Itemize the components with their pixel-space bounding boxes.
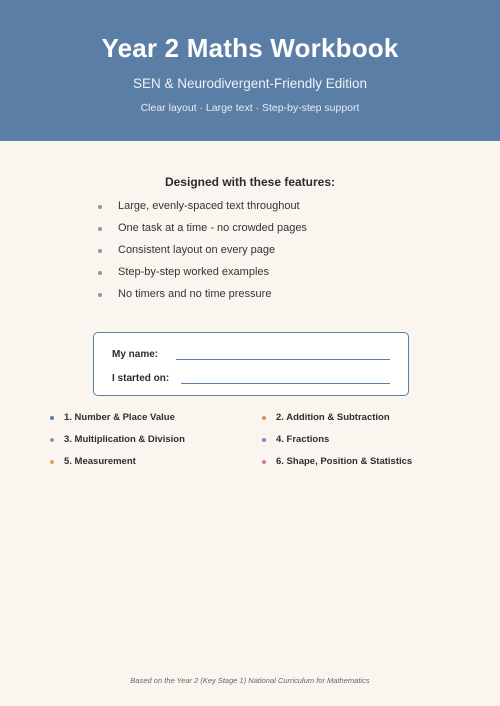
feature-item-label: Large, evenly-spaced text throughout [118, 200, 300, 212]
topic-label: 6. Shape, Position & Statistics [276, 456, 413, 467]
bullet-icon [98, 249, 102, 253]
topic-label: 4. Fractions [276, 434, 330, 445]
bullet-icon [50, 460, 54, 464]
name-field[interactable] [176, 359, 390, 360]
feature-tagline: Clear layout · Large text · Step-by-step support [140, 102, 360, 114]
bullet-icon [262, 416, 266, 420]
topic-item [276, 412, 390, 423]
topic-item [64, 456, 136, 467]
topic-label: 1. Number & Place Value [64, 412, 175, 423]
topics-list [0, 410, 500, 480]
started-date-field[interactable] [181, 383, 390, 384]
workbook-title: Year 2 Maths Workbook [101, 33, 399, 63]
topic-label: 2. Addition & Subtraction [276, 412, 390, 423]
topic-item [64, 412, 175, 423]
features-list [98, 198, 307, 308]
topic-item [64, 434, 185, 445]
started-label: I started on: [112, 373, 170, 384]
name-label: My name: [112, 349, 159, 360]
edition-subtitle: SEN & Neurodivergent-Friendly Edition [132, 76, 368, 91]
bullet-icon [50, 416, 54, 420]
cover-header [0, 0, 500, 141]
bullet-icon [98, 293, 102, 297]
feature-item-label: Consistent layout on every page [118, 244, 276, 256]
features-heading: Designed with these features: [164, 175, 336, 189]
feature-item [98, 198, 307, 220]
bullet-icon [98, 205, 102, 209]
topic-item [276, 434, 329, 445]
feature-item-label: One task at a time - no crowded pages [118, 222, 307, 234]
feature-item-label: Step-by-step worked examples [118, 266, 270, 278]
name-date-box [93, 332, 409, 396]
bullet-icon [262, 438, 266, 442]
feature-item-label: No timers and no time pressure [118, 288, 272, 300]
topic-label: 5. Measurement [64, 456, 136, 467]
feature-item [98, 286, 307, 308]
feature-item [98, 264, 307, 286]
feature-item [98, 220, 307, 242]
feature-item [98, 242, 307, 264]
topic-label: 3. Multiplication & Division [64, 434, 185, 445]
bullet-icon [262, 460, 266, 464]
curriculum-footer: Based on the Year 2 (Key Stage 1) National Curriculum for Mathematics [130, 676, 370, 685]
bullet-icon [50, 438, 54, 442]
bullet-icon [98, 227, 102, 231]
topic-item [276, 456, 412, 467]
bullet-icon [98, 271, 102, 275]
